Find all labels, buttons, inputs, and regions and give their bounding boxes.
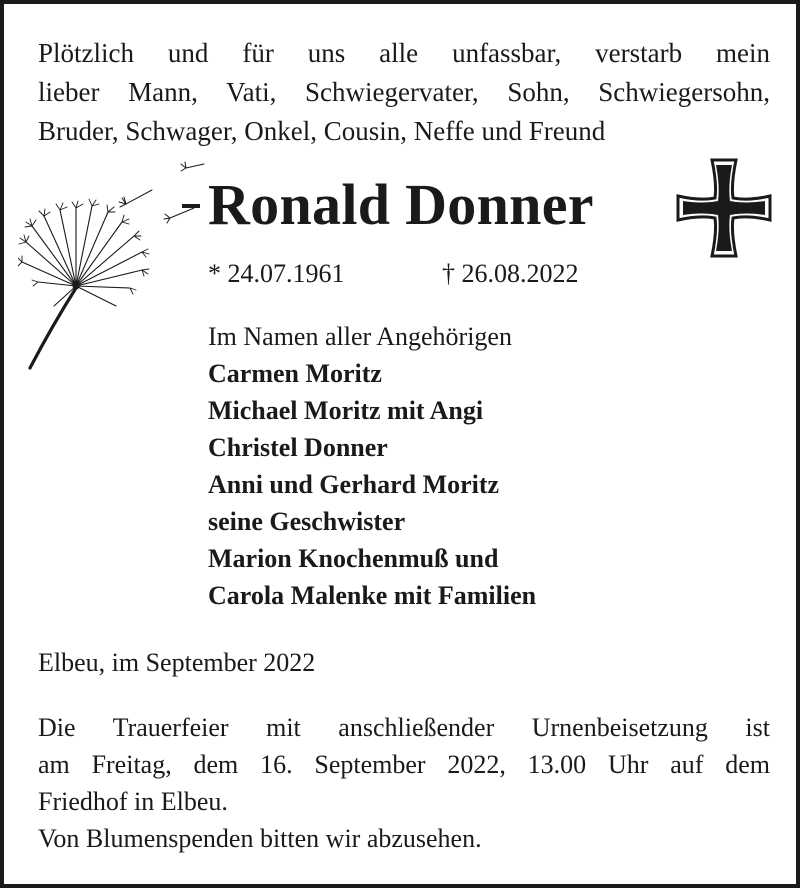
mourner: Carola Malenke mit Familien — [208, 581, 537, 610]
intro-text — [38, 34, 770, 151]
intro-line: Bruder, Schwager, Onkel, Cousin, Neffe und Freund — [38, 116, 606, 146]
service-line: am Freitag, dem 16. September 2022, 13.00 Uhr auf dem — [38, 750, 770, 779]
mourners-heading: Im Namen aller Angehörigen — [208, 322, 512, 351]
intro-line: lieber Mann, Vati, Schwiegervater, Sohn, Schwiegersohn, — [38, 77, 770, 107]
service-line: Von Blumenspenden bitten wir abzusehen. — [38, 824, 482, 853]
mourner: Marion Knochenmuß und — [208, 544, 499, 573]
service-line: Friedhof in Elbeu. — [38, 787, 228, 816]
mourner: Michael Moritz mit Angi — [208, 396, 484, 425]
iron-cross-icon — [676, 158, 772, 258]
mourner: Christel Donner — [208, 433, 388, 462]
mourner: seine Geschwister — [208, 507, 406, 536]
mourner: Anni und Gerhard Moritz — [208, 470, 500, 499]
service-line: Die Trauerfeier mit anschließender Urnenbeisetzung ist — [38, 713, 770, 742]
mourners-list — [208, 318, 536, 614]
mourner: Carmen Moritz — [208, 359, 382, 388]
funeral-service-text — [38, 709, 770, 857]
birth-date: * 24.07.1961 — [208, 259, 345, 288]
dandelion-icon — [18, 156, 218, 376]
deceased-name: Ronald Donner — [208, 172, 594, 237]
place-and-date: Elbeu, im September 2022 — [38, 648, 316, 677]
intro-line: Plötzlich und für uns alle unfassbar, verstarb mein — [38, 38, 770, 68]
death-date: † 26.08.2022 — [442, 259, 579, 288]
name-dash-ornament — [182, 204, 200, 208]
